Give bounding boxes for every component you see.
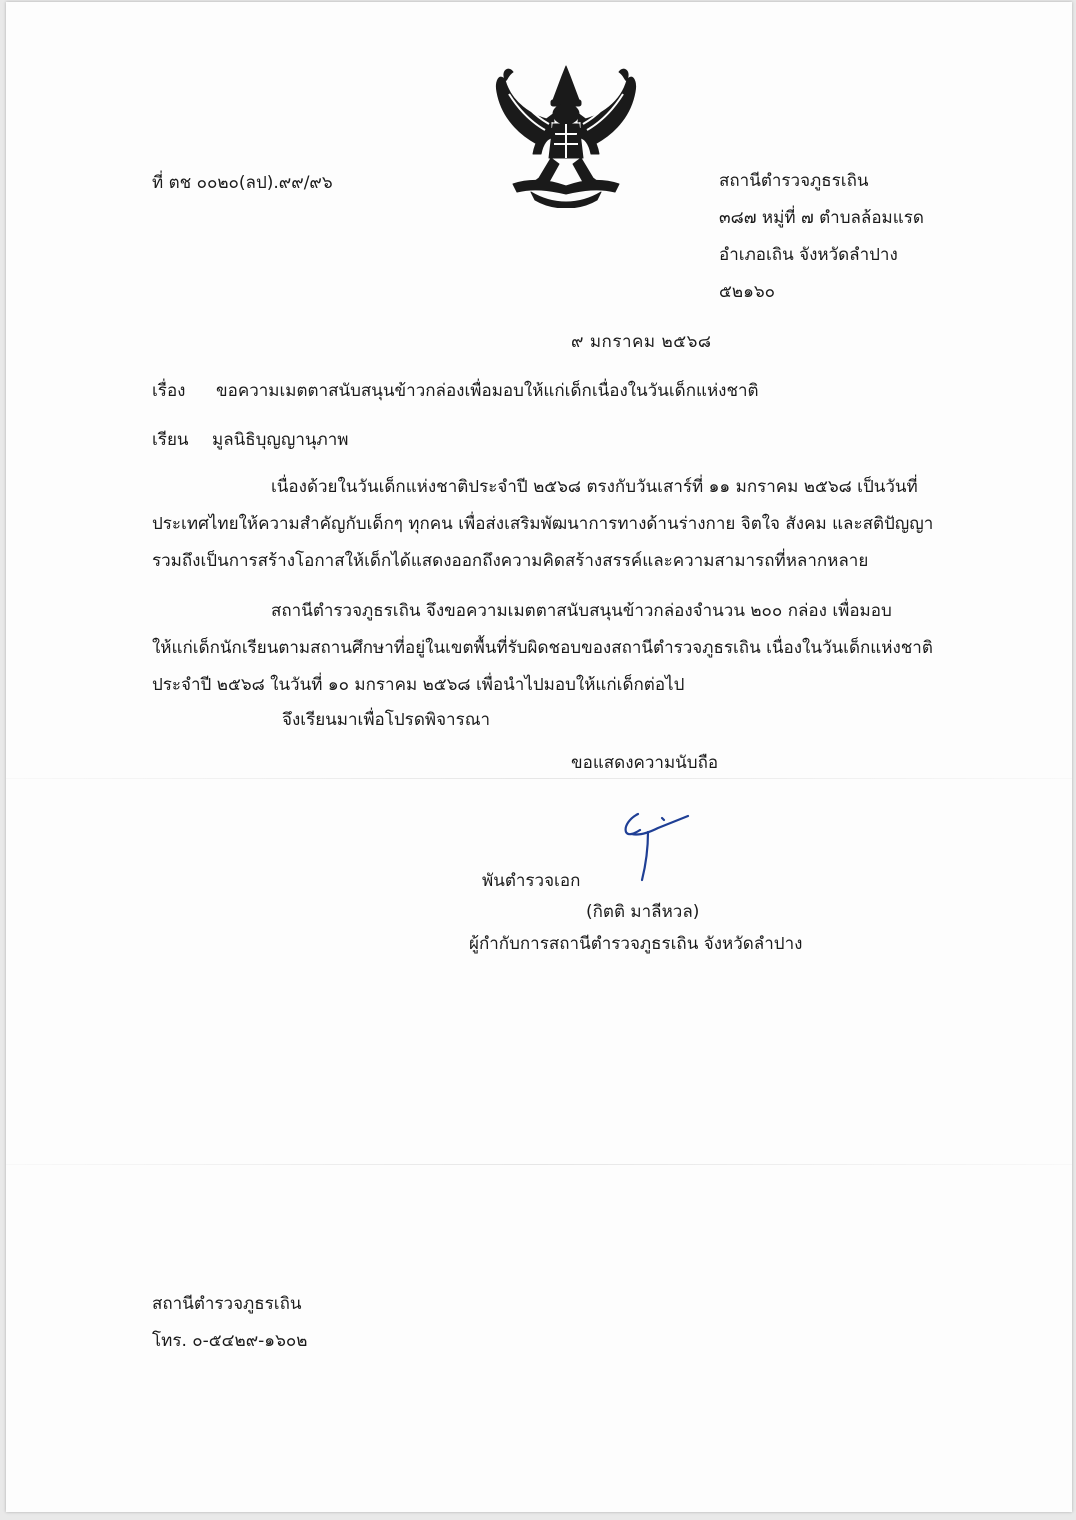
sender-address xyxy=(719,170,924,318)
footer-organization: สถานีตำรวจภูธรเถิน xyxy=(152,1294,302,1314)
sender-address-line: ๓๘๗ หมู่ที่ ๗ ตำบลล้อมแรด xyxy=(719,208,924,228)
sender-address-line: สถานีตำรวจภูธรเถิน xyxy=(719,171,869,191)
closing-regards: ขอแสดงความนับถือ xyxy=(571,753,719,773)
subject-label: เรื่อง xyxy=(152,381,186,401)
body-paragraph-2 xyxy=(152,600,982,711)
document-number: ที่ ตช ๐๐๒๐(ลป).๙๙/๙๖ xyxy=(152,173,333,193)
subject-text: ขอความเมตตาสนับสนุนข้าวกล่องเพื่อมอบให้แก่เด็กเนื่องในวันเด็กแห่งชาติ xyxy=(216,381,759,401)
sender-address-line: อำเภอเถิน จังหวัดลำปาง xyxy=(719,245,898,265)
footer-telephone: โทร. ๐-๕๔๒๙-๑๖๐๒ xyxy=(152,1331,308,1351)
letter-date: ๙ มกราคม ๒๕๖๘ xyxy=(571,332,712,352)
paragraph-line: ให้แก่เด็กนักเรียนตามสถานศึกษาที่อยู่ในเขตพื้นที่รับผิดชอบของสถานีตำรวจภูธรเถิน เนื่องในวันเด็กแห่งชาติ xyxy=(152,638,933,658)
recipient-text: มูลนิธิบุญญานุภาพ xyxy=(212,430,349,450)
paragraph-line: เนื่องด้วยในวันเด็กแห่งชาติประจำปี ๒๕๖๘ ตรงกับวันเสาร์ที่ ๑๑ มกราคม ๒๕๖๘ เป็นวันที่ xyxy=(271,477,918,497)
paragraph-line: ประจำปี ๒๕๖๘ ในวันที่ ๑๐ มกราคม ๒๕๖๘ เพื่อนำไปมอบให้แก่เด็กต่อไป xyxy=(152,675,685,695)
paragraph-line: สถานีตำรวจภูธรเถิน จึงขอความเมตตาสนับสนุนข้าวกล่องจำนวน ๒๐๐ กล่อง เพื่อมอบ xyxy=(271,601,892,621)
garuda-emblem-icon xyxy=(491,62,641,208)
page-fold-line xyxy=(6,778,1072,779)
signer-rank: พันตำรวจเอก xyxy=(482,871,581,891)
closing-request: จึงเรียนมาเพื่อโปรดพิจารณา xyxy=(282,710,491,730)
paragraph-line: รวมถึงเป็นการสร้างโอกาสให้เด็กได้แสดงออกถึงความคิดสร้างสรรค์และความสามารถที่หลากหลาย xyxy=(152,551,869,571)
signer-position: ผู้กำกับการสถานีตำรวจภูธรเถิน จังหวัดลำปาง xyxy=(469,934,803,954)
signature-icon xyxy=(618,808,696,886)
sender-address-line: ๕๒๑๖๐ xyxy=(719,282,776,302)
signer-name: (กิตติ มาลีหวล) xyxy=(586,902,700,922)
paragraph-line: ประเทศไทยให้ความสำคัญกับเด็กๆ ทุกคน เพื่อส่งเสริมพัฒนาการทางด้านร่างกาย จิตใจ สังคม และสติปัญญา xyxy=(152,514,934,534)
page-fold-line xyxy=(6,1164,1072,1165)
letter-page xyxy=(6,2,1072,1512)
body-paragraph-1 xyxy=(152,476,982,587)
recipient-label: เรียน xyxy=(152,430,189,450)
